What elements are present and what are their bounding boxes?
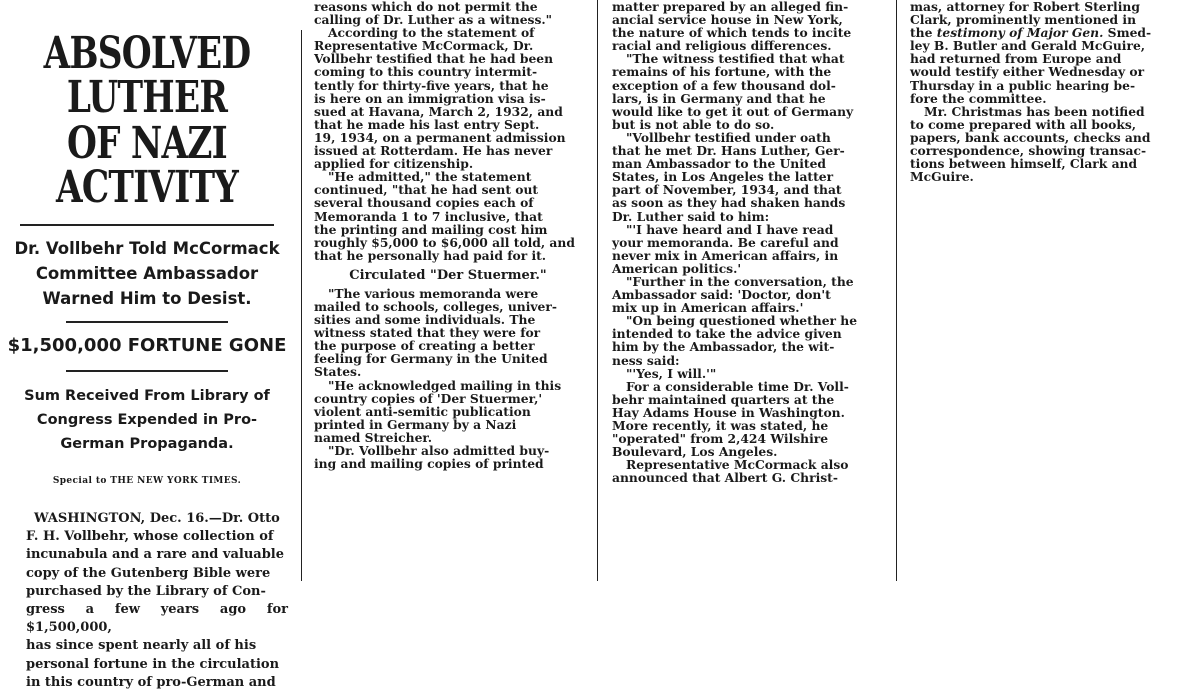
text-line: exception of a few thousand dol- — [612, 77, 836, 93]
text-line: in this country of pro-German and — [26, 674, 276, 690]
text-line: racial and religious differences. — [612, 38, 832, 54]
text-line: lars, is in Germany and that he — [612, 90, 826, 106]
text-line: had returned from Europe and — [910, 51, 1122, 67]
text-line: continued, "that he had sent out — [314, 182, 539, 198]
text-line: "He acknowledged mailing in this — [328, 377, 562, 393]
text-line: roughly $5,000 to $6,000 all told, and — [314, 234, 575, 250]
text-line: Representative McCormack, Dr. — [314, 38, 534, 54]
column-rule — [896, 0, 897, 581]
text-line: several thousand copies each of — [314, 195, 534, 211]
text-line: sued at Havana, March 2, 1932, and — [314, 103, 563, 119]
column-2-text — [314, 0, 582, 262]
text-line: witness stated that they were for — [314, 325, 541, 341]
text-line: WASHINGTON, Dec. 16.—Dr. Otto — [34, 511, 280, 526]
headline-line-2: OF NAZI ACTIVITY — [55, 118, 239, 213]
text-line: the testimony of Major Gen. Smed- — [910, 25, 1152, 41]
text-line: him by the Ambassador, the wit- — [612, 339, 835, 355]
text-line: F. H. Vollbehr, whose collection of — [26, 529, 274, 545]
text-line: calling of Dr. Luther as a witness." — [314, 12, 553, 28]
text-line: "operated" from 2,424 Wilshire — [612, 431, 829, 447]
text-line: man Ambassador to the United — [612, 156, 827, 172]
text-line: is here on an immigration visa is- — [314, 90, 546, 106]
text-line: feeling for Germany in the United — [314, 351, 548, 367]
text-line: mailed to schools, colleges, univer- — [314, 298, 557, 314]
deck-line: Dr. Vollbehr Told McCormack — [14, 239, 280, 258]
text-line: has since spent nearly all of his — [26, 638, 257, 654]
text-line: fore the committee. — [910, 90, 1047, 106]
text-line: States. — [314, 364, 362, 380]
text-line: violent anti-semitic publication — [314, 403, 531, 419]
text-line: sities and some individuals. The — [314, 312, 536, 328]
text-line: "He admitted," the statement — [328, 169, 532, 185]
text-line: would like to get it out of Germany — [612, 103, 854, 119]
text-line: According to the statement of — [328, 25, 535, 41]
column-3 — [612, 0, 882, 581]
text-line: ancial service house in New York, — [612, 12, 843, 28]
text-line: "The various memoranda were — [328, 285, 539, 301]
text-line: issued at Rotterdam. He has never — [314, 143, 553, 159]
text-line: intended to take the advice given — [612, 326, 842, 342]
column-rule — [301, 30, 302, 581]
text-line: More recently, it was stated, he — [612, 418, 829, 433]
text-line: behr maintained quarters at the — [612, 391, 835, 407]
text-line: that he made his last entry Sept. — [314, 116, 540, 132]
text-line: reasons which do not permit the — [314, 0, 538, 14]
text-line: the nature of which tends to incite — [612, 25, 852, 41]
deck-line: German Propaganda. — [60, 436, 234, 452]
column-1 — [6, 0, 288, 690]
text-line: applied for citizenship. — [314, 156, 474, 172]
text-line: Mr. Christmas has been notified — [924, 103, 1145, 119]
text-line: American politics.' — [612, 260, 742, 276]
text-line: personal fortune in the circulation — [26, 656, 280, 672]
text-line: Dr. Luther said to him: — [612, 208, 770, 224]
text-line: matter prepared by an alleged fin- — [612, 0, 849, 14]
column-2-text-continued — [314, 287, 582, 470]
text-line: mix up in American affairs.' — [612, 300, 804, 316]
text-line: tions between himself, Clark and — [910, 156, 1138, 172]
text-line: incunabula and a rare and valuable — [26, 547, 285, 563]
text-line: papers, bank accounts, checks and — [910, 129, 1151, 145]
text-line: part of November, 1934, and that — [612, 182, 842, 198]
text-line: gress a few years ago for $1,500,000, — [26, 602, 288, 636]
text-line: States, in Los Angeles the latter — [612, 169, 834, 185]
text-line: Representative McCormack also — [626, 457, 849, 473]
text-line: Thursday in a public hearing be- — [910, 77, 1136, 93]
text-line: printed in Germany by a Nazi — [314, 416, 517, 432]
text-line: but is not able to do so. — [612, 116, 775, 132]
text-line: Hay Adams House in Washington. — [612, 404, 845, 420]
column-2 — [314, 0, 582, 581]
deck-divider — [66, 370, 228, 372]
headline-line-1: ABSOLVED LUTHER — [43, 28, 251, 123]
text-line: tently for thirty-five years, that he — [314, 77, 549, 93]
column-1-body — [6, 510, 288, 692]
text-line: country copies of 'Der Stuermer,' — [314, 390, 543, 406]
text-line: that he met Dr. Hans Luther, Ger- — [612, 143, 845, 159]
text-line: Boulevard, Los Angeles. — [612, 444, 778, 460]
deck-line: Committee Ambassador — [35, 264, 259, 283]
italic-phrase: testimony of Major Gen. — [936, 25, 1104, 41]
text-line: as soon as they had shaken hands — [612, 195, 846, 211]
text-line: 19, 1934, on a permanent admission — [314, 129, 566, 145]
deck-line: $1,500,000 FORTUNE GONE — [7, 335, 287, 356]
text-line: For a considerable time Dr. Voll- — [626, 378, 849, 394]
text-line: the purpose of creating a better — [314, 338, 535, 354]
text-line: your memoranda. Be careful and — [612, 234, 839, 250]
text-line: Clark, prominently mentioned in — [910, 12, 1137, 28]
deck-divider — [66, 321, 228, 323]
text-line: McGuire. — [910, 169, 974, 185]
text-line: "'Yes, I will.'" — [626, 365, 717, 381]
deck-line: Sum Received From Library of — [24, 388, 270, 404]
text-line: named Streicher. — [314, 429, 433, 445]
text-line: "Further in the conversation, the — [626, 273, 854, 289]
text-line: that he personally had paid for it. — [314, 247, 547, 263]
text-line: purchased by the Library of Con- — [26, 583, 266, 599]
text-line: coming to this country intermit- — [314, 64, 538, 80]
text-line: ness said: — [612, 352, 680, 368]
text-line: never mix in American affairs, in — [612, 247, 839, 263]
text-line: copy of the Gutenberg Bible were — [26, 565, 271, 581]
text-line: remains of his fortune, with the — [612, 64, 832, 80]
deck-line: Congress Expended in Pro- — [36, 412, 258, 428]
text-line: Ambassador said: 'Doctor, don't — [612, 287, 831, 303]
subheading: Circulated "Der Stuermer." — [349, 267, 547, 283]
column-3-text — [612, 0, 882, 484]
text-line: "'I have heard and I have read — [626, 221, 834, 237]
column-rule — [597, 0, 598, 581]
text-line: the printing and mailing cost him — [314, 221, 548, 237]
text-line: correspondence, showing transac- — [910, 143, 1147, 159]
text-line: Memoranda 1 to 7 inclusive, that — [314, 208, 543, 224]
text-line: would testify either Wednesday or — [910, 64, 1145, 80]
text-line: ley B. Butler and Gerald McGuire, — [910, 38, 1146, 54]
headline-divider — [20, 224, 274, 226]
deck-line: Warned Him to Desist. — [42, 289, 252, 308]
text-line: "Vollbehr testified under oath — [626, 129, 831, 145]
text-line: Vollbehr testified that he had been — [314, 51, 554, 67]
text-line: ing and mailing copies of printed — [314, 456, 544, 472]
text-line: "Dr. Vollbehr also admitted buy- — [328, 443, 550, 458]
credit-line: Special to THE NEW YORK TIMES. — [52, 476, 242, 486]
text-line: "The witness testified that what — [626, 51, 845, 67]
text-line: announced that Albert G. Christ- — [612, 470, 838, 486]
text-line: to come prepared with all books, — [910, 116, 1137, 132]
text-line: "On being questioned whether he — [626, 313, 858, 329]
column-4 — [910, 0, 1180, 581]
text-line: mas, attorney for Robert Sterling — [910, 0, 1140, 14]
column-4-text — [910, 0, 1180, 183]
